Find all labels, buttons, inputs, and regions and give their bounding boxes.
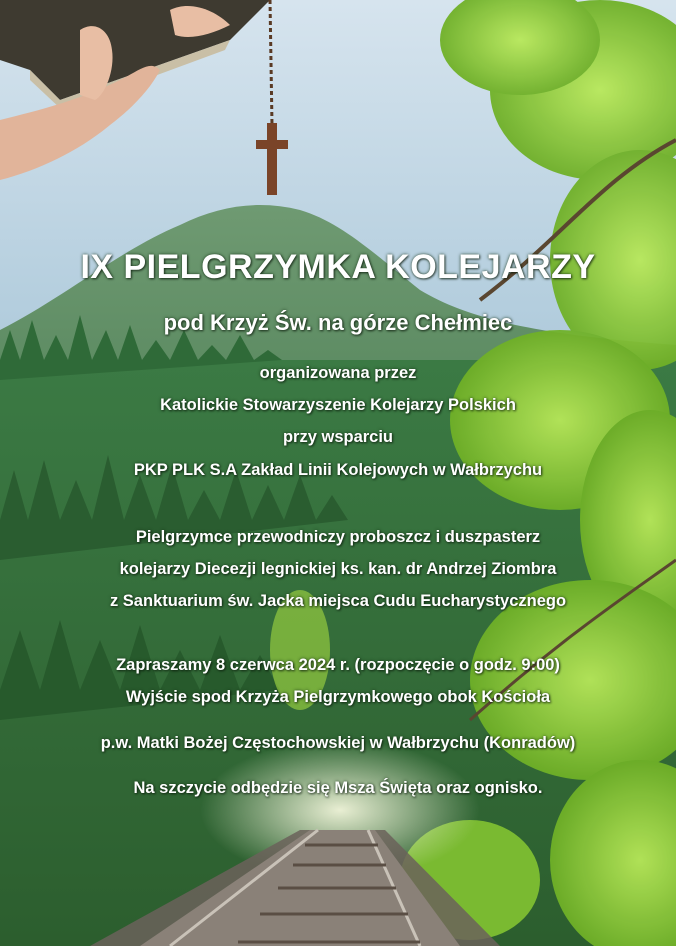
title: IX PIELGRZYMKA KOLEJARZY bbox=[80, 248, 596, 286]
subtitle: pod Krzyż Św. na górze Chełmiec bbox=[163, 310, 513, 335]
support-intro: przy wsparciu bbox=[282, 428, 394, 446]
supporter-name: PKP PLK S.A Zakład Linii Kolejowych w Wałbrzychu bbox=[133, 461, 543, 479]
event-mass: Na szczycie odbędzie się Msza Święta oraz ognisko. bbox=[133, 779, 543, 797]
event-date: Zapraszamy 8 czerwca 2024 r. (rozpoczęcie o godz. 9:00) bbox=[116, 656, 560, 674]
leader-line-2: kolejarzy Diecezji legnickiej ks. kan. dr Andrzej Ziombra bbox=[119, 560, 557, 578]
organizer-intro: organizowana przez bbox=[259, 364, 417, 382]
leader-line-3: z Sanktuarium św. Jacka miejsca Cudu Eucharystycznego bbox=[109, 592, 567, 610]
organizer-name: Katolickie Stowarzyszenie Kolejarzy Polskich bbox=[160, 396, 516, 414]
leader-line-1: Pielgrzymce przewodniczy proboszcz i duszpasterz bbox=[135, 528, 541, 546]
event-start-place: Wyjście spod Krzyża Pielgrzymkowego obok Kościoła bbox=[125, 688, 551, 706]
event-church: p.w. Matki Bożej Częstochowskiej w Wałbrzychu (Konradów) bbox=[100, 734, 576, 752]
